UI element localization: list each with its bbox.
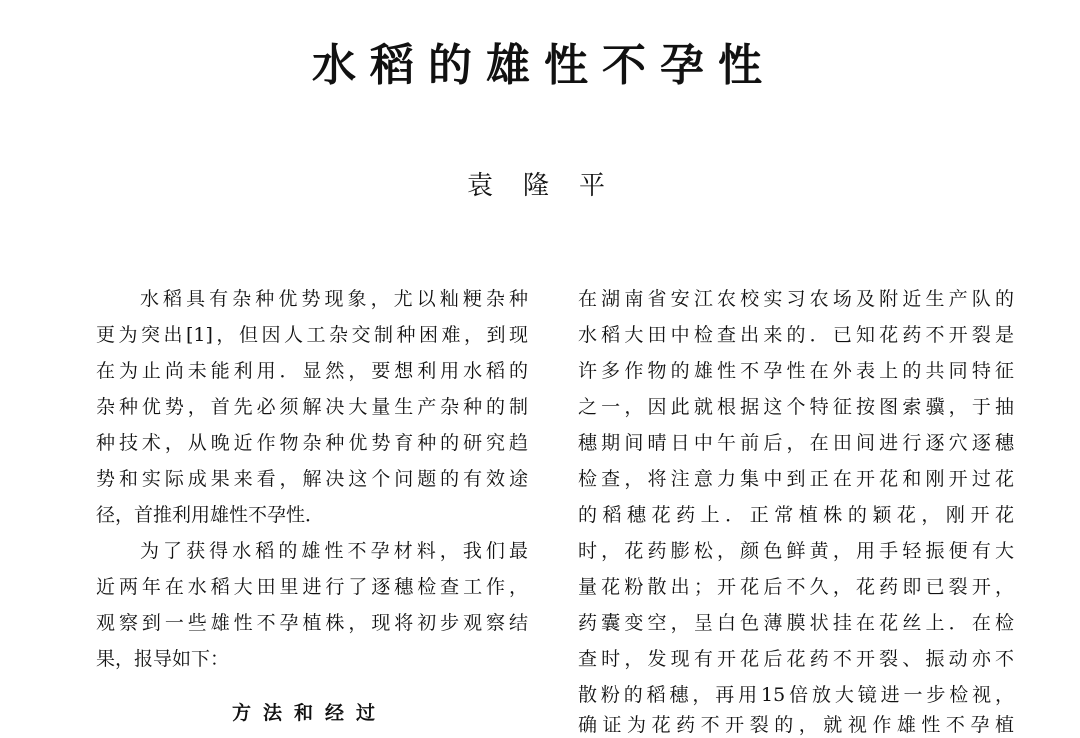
- right-line-4: 之一，因此就根据这个特征按图索骥，于抽: [578, 396, 1014, 418]
- right-line-9: 量花粉散出；开花后不久，花药即已裂开，: [578, 576, 1014, 598]
- left-line-9: 近两年在水稻大田里进行了逐穗检查工作，: [96, 576, 528, 598]
- right-line-6: 检查，将注意力集中到正在开花和刚开过花: [578, 468, 1014, 490]
- paper-author: 袁隆平: [466, 171, 635, 201]
- left-line-11: 果，报导如下：: [96, 648, 230, 670]
- right-line-1: 在湖南省安江农校实习农场及附近生产队的: [578, 288, 1014, 310]
- left-line-4: 杂种优势，首先必须解决大量生产杂种的制: [96, 396, 528, 418]
- paper-title: 水稻的雄性不孕性: [312, 40, 776, 91]
- right-line-13: 确证为花药不开裂的，就视作雄性不孕植: [578, 714, 1014, 736]
- right-line-11: 查时，发现有开花后花药不开裂、振动亦不: [578, 648, 1014, 670]
- left-line-8: 为了获得水稻的雄性不孕材料，我们最: [140, 540, 528, 562]
- right-line-3: 许多作物的雄性不孕性在外表上的共同特征: [578, 360, 1014, 382]
- left-line-2: 更为突出[1]，但因人工杂交制种困难，到现: [96, 324, 528, 346]
- right-line-12: 散粉的稻穗，再用15倍放大镜进一步检视，: [578, 684, 1014, 706]
- right-line-5: 穗期间晴日中午前后，在田间进行逐穴逐穗: [578, 432, 1014, 454]
- left-line-1: 水稻具有杂种优势现象，尤以籼粳杂种: [140, 288, 528, 310]
- right-line-10: 药囊变空，呈白色薄膜状挂在花丝上．在检: [578, 612, 1014, 634]
- left-line-10: 观察到一些雄性不孕植株，现将初步观察结: [96, 612, 528, 634]
- right-line-7: 的稻穗花药上．正常植株的颖花，刚开花: [578, 504, 1014, 526]
- left-line-5: 种技术，从晚近作物杂种优势育种的研究趋: [96, 432, 528, 454]
- right-line-8: 时，花药膨松，颜色鲜黄，用手轻振便有大: [578, 540, 1014, 562]
- right-line-2: 水稻大田中检查出来的．已知花药不开裂是: [578, 324, 1014, 346]
- left-line-7: 径，首推利用雄性不孕性．: [96, 504, 325, 526]
- left-line-6: 势和实际成果来看，解决这个问题的有效途: [96, 468, 528, 490]
- section-heading: 方法和经过: [232, 702, 388, 724]
- left-line-3: 在为止尚未能利用．显然，要想利用水稻的: [96, 360, 528, 382]
